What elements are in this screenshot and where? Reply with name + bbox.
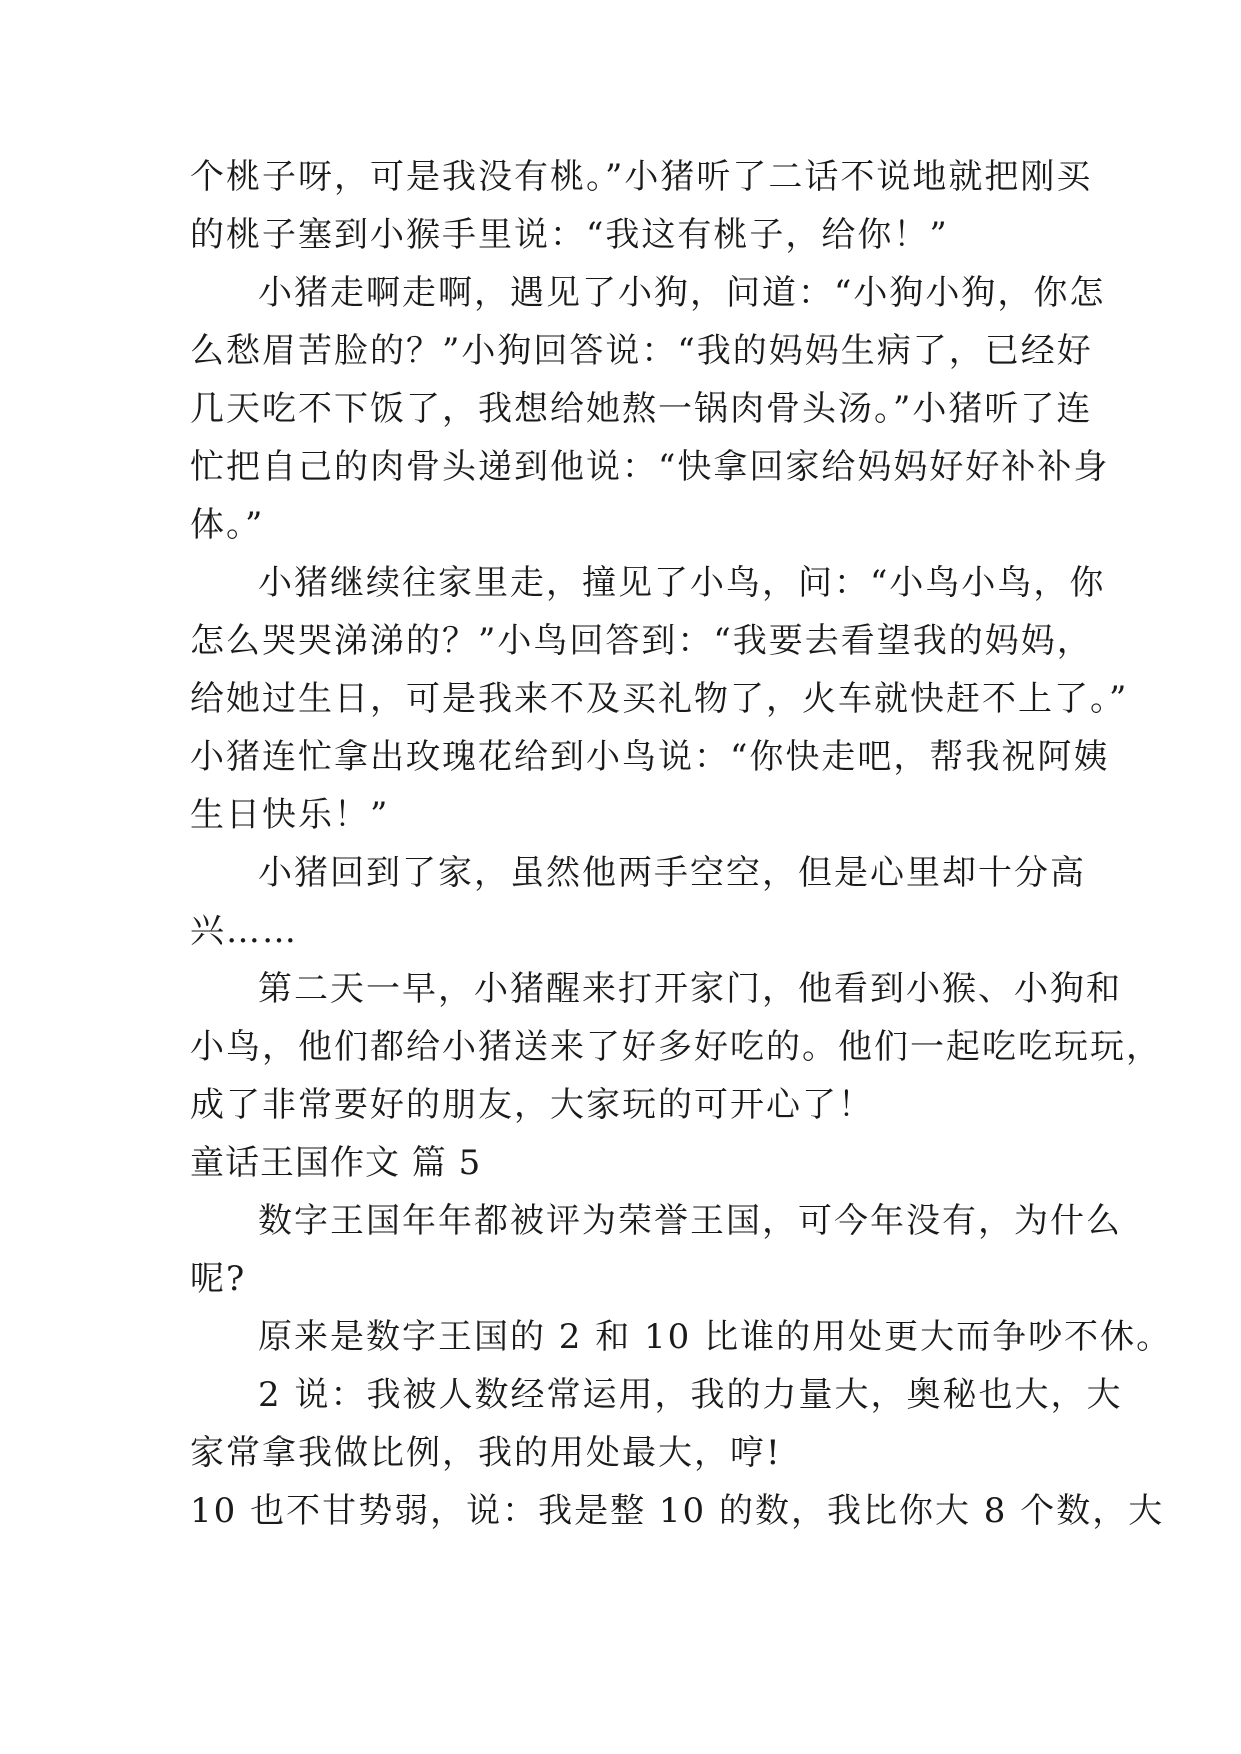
text-line: 生日快乐！”: [190, 795, 390, 835]
text-line: 原来是数字王国的 2 和 10 比谁的用处更大而争吵不休。: [258, 1317, 1173, 1357]
text-line: 么愁眉苦脸的？”小狗回答说：“我的妈妈生病了，已经好: [190, 331, 1093, 371]
text-line: 忙把自己的肉骨头递到他说：“快拿回家给妈妈好好补补身: [190, 447, 1110, 487]
text-line: 体。”: [190, 505, 265, 545]
section-heading: 童话王国作文 篇 5: [190, 1143, 482, 1183]
text-line: 小鸟，他们都给小猪送来了好多好吃的。他们一起吃吃玩玩，: [190, 1027, 1162, 1067]
text-line: 小猪连忙拿出玫瑰花给到小鸟说：“你快走吧，帮我祝阿姨: [190, 737, 1110, 777]
text-line: 兴……: [190, 911, 298, 951]
text-line: 小猪走啊走啊，遇见了小狗，问道：“小狗小狗，你怎: [258, 273, 1106, 313]
text-line: 10 也不甘势弱，说：我是整 10 的数，我比你大 8 个数，大: [190, 1491, 1165, 1531]
text-line: 个桃子呀，可是我没有桃。”小猪听了二话不说地就把刚买: [190, 157, 1093, 197]
text-line: 成了非常要好的朋友，大家玩的可开心了！: [190, 1085, 874, 1125]
text-line: 几天吃不下饭了，我想给她熬一锅肉骨头汤。”小猪听了连: [190, 389, 1093, 429]
text-line: 家常拿我做比例，我的用处最大，哼!: [190, 1433, 782, 1473]
text-line: 给她过生日，可是我来不及买礼物了，火车就快赶不上了。”: [190, 679, 1129, 719]
text-line: 2 说：我被人数经常运用，我的力量大，奥秘也大，大: [258, 1375, 1123, 1415]
text-line: 第二天一早，小猪醒来打开家门，他看到小猴、小狗和: [258, 969, 1122, 1009]
text-line: 小猪继续往家里走，撞见了小鸟，问：“小鸟小鸟，你: [258, 563, 1106, 603]
text-line: 的桃子塞到小猴手里说：“我这有桃子，给你！”: [190, 215, 949, 255]
text-line: 怎么哭哭涕涕的？”小鸟回答到：“我要去看望我的妈妈，: [190, 621, 1093, 661]
text-line: 小猪回到了家，虽然他两手空空，但是心里却十分高: [258, 853, 1086, 893]
text-line: 数字王国年年都被评为荣誉王国，可今年没有，为什么: [258, 1201, 1122, 1241]
story-text: [190, 148, 1173, 1540]
text-line: 呢?: [190, 1259, 247, 1299]
